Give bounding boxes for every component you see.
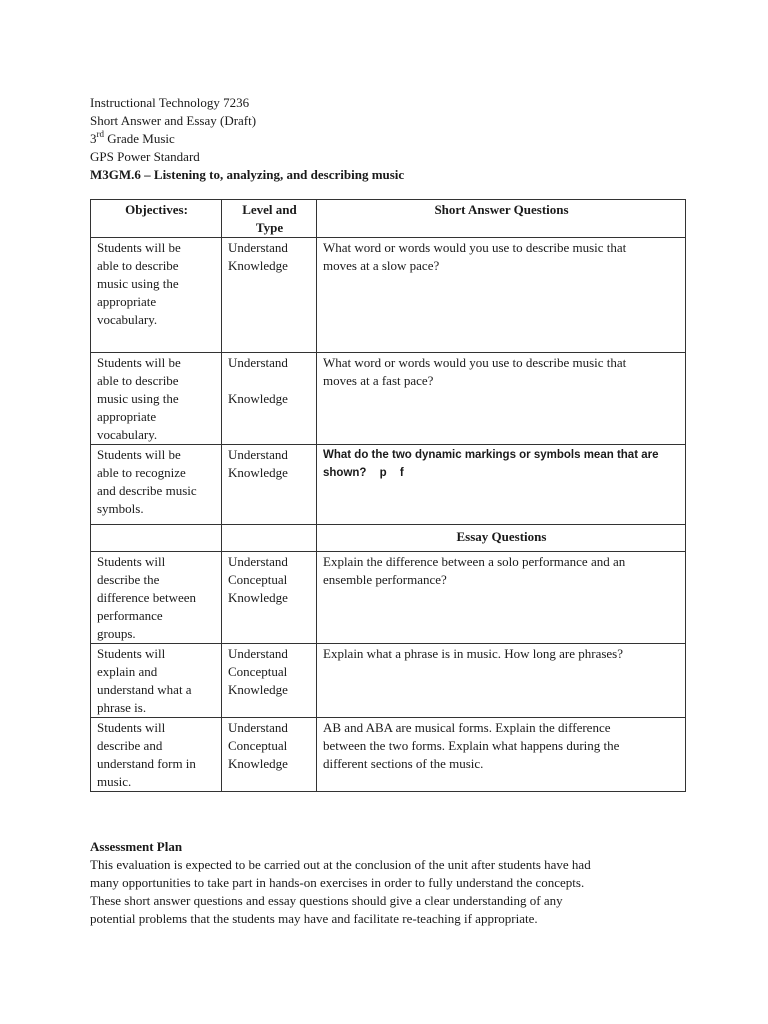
questions-table	[90, 199, 686, 792]
level-cell: Understand Conceptual Knowledge	[222, 718, 317, 792]
essay-header-row	[91, 525, 686, 552]
standard-title: M3GM.6 – Listening to, analyzing, and describing music	[90, 167, 405, 182]
table-row	[91, 644, 686, 718]
level-cell: Understand Knowledge	[222, 238, 317, 353]
objective-cell: Students will describe the difference between performance groups.	[91, 552, 222, 644]
assignment-title: Short Answer and Essay (Draft)	[90, 113, 257, 128]
forte-symbol: f	[399, 467, 404, 479]
objectives-header: Objectives:	[91, 200, 222, 238]
assessment-text-line: potential problems that the students may have and facilitate re-teaching if appropriate.	[90, 911, 538, 926]
table-row	[91, 445, 686, 525]
assessment-text-line: These short answer questions and essay questions should give a clear understanding of any	[90, 893, 563, 908]
level-cell: Understand Conceptual Knowledge	[222, 552, 317, 644]
question-cell: What word or words would you use to describe music that moves at a fast pace?	[317, 353, 686, 445]
objective-cell: Students will explain and understand what a phrase is.	[91, 644, 222, 718]
table-row	[91, 552, 686, 644]
objective-cell: Students will be able to describe music using the appropriate vocabulary.	[91, 238, 222, 353]
level-cell: Understand Knowledge	[222, 445, 317, 525]
table-row	[91, 238, 686, 353]
question-cell: What do the two dynamic markings or symbols mean that are shown? p f	[317, 445, 686, 525]
grade-level: 3rd Grade Music	[90, 128, 175, 146]
table-header-row	[91, 200, 686, 238]
empty-cell	[222, 525, 317, 552]
objective-cell: Students will be able to describe music using the appropriate vocabulary.	[91, 353, 222, 445]
question-cell: Explain the difference between a solo performance and an ensemble performance?	[317, 552, 686, 644]
level-cell: Understand Knowledge	[222, 353, 317, 445]
standard-type: GPS Power Standard	[90, 149, 200, 164]
level-type-header: Level and Type	[222, 200, 317, 238]
document-header	[90, 94, 404, 184]
question-cell: What word or words would you use to describe music that moves at a slow pace?	[317, 238, 686, 353]
question-cell: AB and ABA are musical forms. Explain the difference between the two forms. Explain what happens during the different sections of the music.	[317, 718, 686, 792]
table-row	[91, 353, 686, 445]
essay-questions-header: Essay Questions	[317, 525, 686, 552]
piano-symbol: p	[379, 467, 387, 479]
assessment-text-line: many opportunities to take part in hands-on exercises in order to fully understand the concepts.	[90, 875, 585, 890]
empty-cell	[91, 525, 222, 552]
assessment-text-line: This evaluation is expected to be carried out at the conclusion of the unit after students have had	[90, 857, 591, 872]
question-cell: Explain what a phrase is in music. How long are phrases?	[317, 644, 686, 718]
assessment-title: Assessment Plan	[90, 839, 183, 854]
table-row	[91, 718, 686, 792]
objective-cell: Students will be able to recognize and describe music symbols.	[91, 445, 222, 525]
level-cell: Understand Conceptual Knowledge	[222, 644, 317, 718]
objective-cell: Students will describe and understand form in music.	[91, 718, 222, 792]
assessment-plan	[90, 838, 690, 928]
course-title: Instructional Technology 7236	[90, 95, 250, 110]
short-answer-header: Short Answer Questions	[317, 200, 686, 238]
